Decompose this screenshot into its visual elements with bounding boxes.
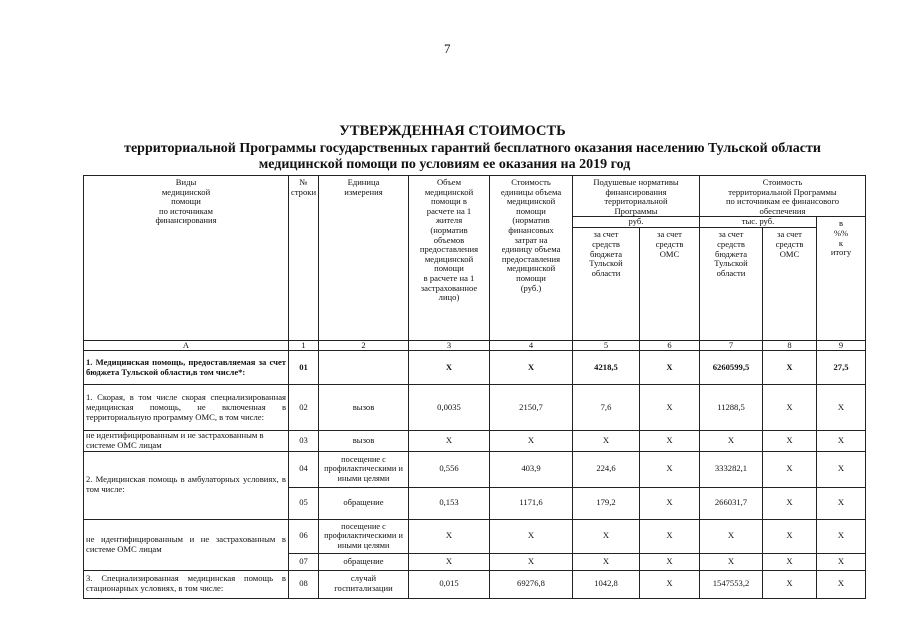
- row-no: 04: [289, 451, 319, 487]
- row-volume: 0,0035: [409, 385, 490, 431]
- row-name: 2. Медицинская помощь в амбулаторных условиях, в том числе:: [84, 451, 289, 519]
- row-pct: X: [817, 553, 866, 570]
- row-tc-budget: 6260599,5: [700, 351, 763, 385]
- row-cost: X: [490, 351, 573, 385]
- row-volume: X: [409, 351, 490, 385]
- row-pc-budget: 224,6: [573, 451, 640, 487]
- row-tc-oms: X: [763, 351, 817, 385]
- row-name: не идентифицированным и не застрахованным в системе ОМС лицам: [84, 519, 289, 570]
- header-percent: в %% к итогу: [817, 217, 866, 341]
- header-tc-budget: за счет средств бюджета Тульской области: [700, 228, 763, 341]
- row-pct: X: [817, 570, 866, 598]
- row-tc-oms: X: [763, 385, 817, 431]
- table-row: [84, 385, 866, 431]
- row-tc-oms: X: [763, 487, 817, 519]
- index-cell: 6: [640, 341, 700, 351]
- document-title: УТВЕРЖДЕННАЯ СТОИМОСТЬ: [339, 123, 566, 139]
- row-cost: 2150,7: [490, 385, 573, 431]
- row-cost: 69276,8: [490, 570, 573, 598]
- header-unit: Единица измерения: [319, 176, 409, 341]
- row-no: 07: [289, 553, 319, 570]
- row-pc-budget: 4218,5: [573, 351, 640, 385]
- row-unit: вызов: [319, 431, 409, 451]
- header-row-no: № строки: [289, 176, 319, 341]
- row-tc-oms: X: [763, 570, 817, 598]
- row-pc-oms: X: [640, 553, 700, 570]
- row-cost: X: [490, 431, 573, 451]
- row-pc-budget: 1042,8: [573, 570, 640, 598]
- row-unit: посещение с профилактическими и иными целями: [319, 451, 409, 487]
- row-pct: X: [817, 431, 866, 451]
- document-subtitle: территориальной Программы государственных гарантий бесплатного оказания населению Тульской области: [124, 141, 821, 156]
- row-name: 3. Специализированная медицинская помощь в стационарных условиях, в том числе:: [84, 570, 289, 598]
- row-no: 02: [289, 385, 319, 431]
- row-volume: X: [409, 519, 490, 553]
- row-unit: случай госпитализации: [319, 570, 409, 598]
- row-tc-budget: 333282,1: [700, 451, 763, 487]
- row-tc-budget: X: [700, 553, 763, 570]
- header-volume: Объем медицинской помощи в расчете на 1 жителя (норматив объемов предоставления медицинской помощи в расчете на 1 застрахованное лицо): [409, 176, 490, 341]
- header-pc-budget: за счет средств бюджета Тульской области: [573, 228, 640, 341]
- row-pc-oms: X: [640, 519, 700, 553]
- row-tc-budget: X: [700, 519, 763, 553]
- row-tc-budget: 1547553,2: [700, 570, 763, 598]
- header-tc-oms: за счет средств ОМС: [763, 228, 817, 341]
- header-thousand-rub: тыс. руб.: [700, 217, 817, 228]
- row-pc-oms: X: [640, 385, 700, 431]
- row-pc-oms: X: [640, 487, 700, 519]
- index-cell: 2: [319, 341, 409, 351]
- page-number: 7: [444, 41, 451, 56]
- header-cost: Стоимость единицы объема медицинской помощи (норматив финансовых затрат на единицу объема предоставления медицинской помощи (руб.): [490, 176, 573, 341]
- row-pct: X: [817, 451, 866, 487]
- row-tc-budget: 266031,7: [700, 487, 763, 519]
- row-tc-budget: X: [700, 431, 763, 451]
- row-unit: вызов: [319, 385, 409, 431]
- header-total-cost: Стоимость территориальной Программы по источникам ее финансового обеспечения: [700, 176, 866, 217]
- row-tc-oms: X: [763, 431, 817, 451]
- row-name: не идентифицированным и не застрахованным в системе ОМС лицам: [84, 431, 289, 451]
- index-cell: 9: [817, 341, 866, 351]
- row-no: 08: [289, 570, 319, 598]
- index-cell: А: [84, 341, 289, 351]
- row-pc-budget: X: [573, 431, 640, 451]
- row-tc-budget: 11288,5: [700, 385, 763, 431]
- row-tc-oms: X: [763, 519, 817, 553]
- row-volume: X: [409, 431, 490, 451]
- index-cell: 7: [700, 341, 763, 351]
- header-pc-oms: за счет средств ОМС: [640, 228, 700, 341]
- row-pct: X: [817, 385, 866, 431]
- row-cost: X: [490, 519, 573, 553]
- row-cost: 1171,6: [490, 487, 573, 519]
- table-row: [84, 351, 866, 385]
- index-cell: 1: [289, 341, 319, 351]
- cost-table: [83, 175, 866, 599]
- document-subtitle-2: медицинской помощи по условиям ее оказания на 2019 год: [258, 157, 631, 172]
- row-pc-oms: X: [640, 451, 700, 487]
- header-per-capita: Подушевые нормативы финансирования территориальной Программы: [573, 176, 700, 217]
- row-pc-budget: 179,2: [573, 487, 640, 519]
- row-pct: X: [817, 487, 866, 519]
- index-cell: 4: [490, 341, 573, 351]
- row-unit: посещение с профилактическими и иными целями: [319, 519, 409, 553]
- header-types: Виды медицинской помощи по источникам финансирования: [84, 176, 289, 341]
- row-volume: X: [409, 553, 490, 570]
- row-volume: 0,556: [409, 451, 490, 487]
- row-pc-budget: X: [573, 553, 640, 570]
- row-cost: X: [490, 553, 573, 570]
- row-name: 1. Медицинская помощь, предоставляемая за счет бюджета Тульской области,в том числе*:: [84, 351, 289, 385]
- table-row: [84, 451, 866, 487]
- row-unit: [319, 351, 409, 385]
- row-tc-oms: X: [763, 451, 817, 487]
- table-row: [84, 519, 866, 553]
- index-cell: 5: [573, 341, 640, 351]
- table-row: [84, 570, 866, 598]
- row-unit: обращение: [319, 487, 409, 519]
- header-rub: руб.: [573, 217, 700, 228]
- row-pc-budget: X: [573, 519, 640, 553]
- index-cell: 3: [409, 341, 490, 351]
- row-cost: 403,9: [490, 451, 573, 487]
- row-pc-budget: 7,6: [573, 385, 640, 431]
- row-pct: X: [817, 519, 866, 553]
- row-unit: обращение: [319, 553, 409, 570]
- row-pct: 27,5: [817, 351, 866, 385]
- row-volume: 0,015: [409, 570, 490, 598]
- row-tc-oms: X: [763, 553, 817, 570]
- row-name: 1. Скорая, в том числе скорая специализированная медицинская помощь, не включенная в территориальную программу ОМС, в том числе:: [84, 385, 289, 431]
- index-cell: 8: [763, 341, 817, 351]
- row-pc-oms: X: [640, 351, 700, 385]
- row-no: 01: [289, 351, 319, 385]
- row-volume: 0,153: [409, 487, 490, 519]
- row-no: 06: [289, 519, 319, 553]
- row-pc-oms: X: [640, 431, 700, 451]
- row-pc-oms: X: [640, 570, 700, 598]
- row-no: 03: [289, 431, 319, 451]
- row-no: 05: [289, 487, 319, 519]
- table-row: [84, 431, 866, 451]
